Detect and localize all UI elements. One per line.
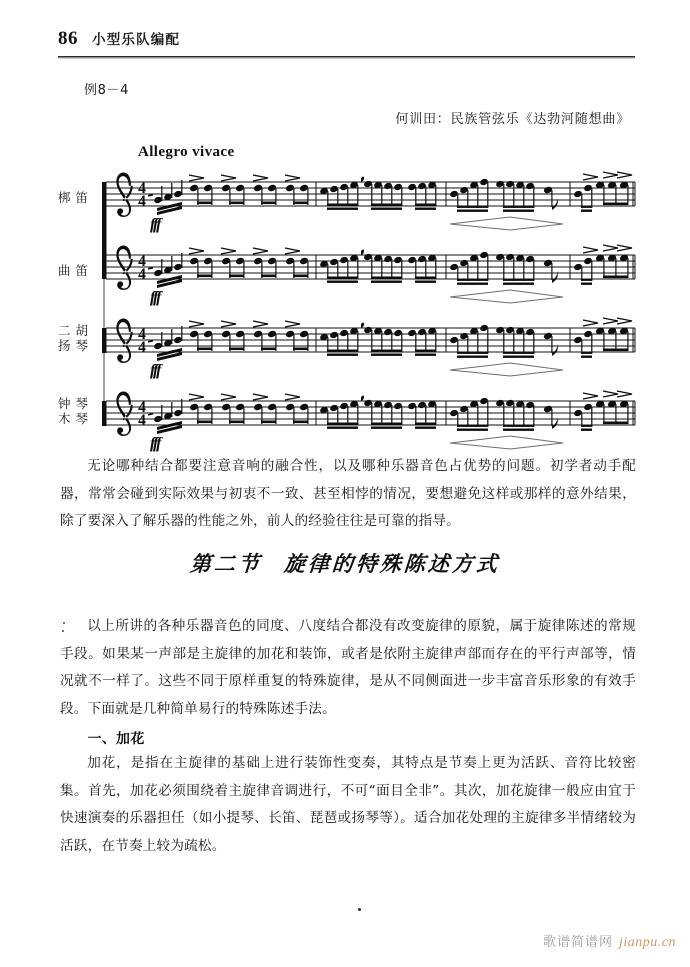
section-number: 第二节 xyxy=(189,552,263,576)
instrument-label-bangdi: 梆笛 xyxy=(58,190,94,205)
example-attribution: 何训田：民族管弦乐《达勃河随想曲》 xyxy=(395,112,630,127)
treble-clef-3 xyxy=(116,318,132,362)
music-score xyxy=(58,168,638,452)
site-watermark xyxy=(543,931,676,951)
notes-staff-4-draw xyxy=(148,391,632,449)
treble-clef-1 xyxy=(116,172,132,216)
treble-clef-2 xyxy=(116,245,132,289)
dynamic-fff-staff1: fff xyxy=(150,216,160,233)
svg-text:4: 4 xyxy=(138,326,146,343)
notes-staff-1 xyxy=(148,172,632,230)
svg-text:4: 4 xyxy=(138,412,146,429)
instrument-label-erhu-yangqin: 二胡 扬琴 xyxy=(58,323,94,353)
barlines xyxy=(316,182,635,425)
svg-text:4: 4 xyxy=(138,253,146,270)
tempo-marking: Allegro vivace xyxy=(138,144,235,160)
section-heading xyxy=(0,548,690,578)
running-head xyxy=(58,28,638,58)
dynamic-fff-staff3: fff xyxy=(150,362,160,379)
svg-text:4: 4 xyxy=(138,339,146,356)
dynamic-fff-staff4: fff xyxy=(150,435,160,452)
instrument-label-zhongqin-muqin: 钟琴 木琴 xyxy=(58,396,94,426)
watermark-cn: 歌谱简谱网 xyxy=(542,935,613,950)
treble-clef-4 xyxy=(116,391,132,435)
example-label: 例8－4 xyxy=(84,83,129,98)
paragraph-3: 加花，是指在主旋律的基础上进行装饰性变奏，其特点是节奏上更为活跃、音符比较密集。首先，加花必须围绕着主旋律音调进行，不可“面目全非”。其次，加花旋律一般应由宜于快速演奏的乐器担任（如小提琴、长笛、琵琶或扬琴等）。适合加花处理的主旋律多半情绪较为活跃，在节奏上较为疏松。 xyxy=(60,755,636,854)
stray-mark xyxy=(62,630,64,632)
stray-mark xyxy=(63,622,65,624)
notes-staff-2-draw xyxy=(148,245,632,303)
running-title: 小型乐队编配 xyxy=(92,32,181,48)
time-signatures xyxy=(138,180,146,429)
header-rule xyxy=(58,56,635,59)
svg-text:4: 4 xyxy=(138,266,146,283)
page-number: 86 xyxy=(58,28,78,49)
footer-mark xyxy=(358,908,361,911)
watermark-en: jianpu.cn xyxy=(619,935,676,950)
paragraph-2: 以上所讲的各种乐器音色的同度、八度结合都没有改变旋律的原貌，属于旋律陈述的常规手段。如果某一声部是主旋律的加花和装饰，或者是依附主旋律声部而存在的平行声部等，情况就不一样了。这些不同于原样重复的特殊旋律，是从不同侧面进一步丰富音乐形象的有效手段。下面就是几种简单易行的特殊陈述手法。 xyxy=(60,618,636,717)
dynamic-fff-staff2: fff xyxy=(150,289,160,306)
svg-text:4: 4 xyxy=(138,193,146,210)
svg-text:4: 4 xyxy=(138,180,146,197)
svg-text:4: 4 xyxy=(138,399,146,416)
instrument-label-qudi: 曲笛 xyxy=(58,263,94,278)
notes-staff-3-draw xyxy=(148,318,632,376)
hairpin-1 xyxy=(450,217,563,230)
subsection-heading: 一、加花 xyxy=(87,731,145,747)
staff-engraving xyxy=(58,168,638,453)
paragraph-1: 无论哪种结合都要注意音响的融合性，以及哪种乐器音色占优势的问题。初学者动手配器，常常会碰到实际效果与初衷不一致、甚至相悖的情况，要想避免这样或那样的意外结果，除了要深入了解乐器的性能之外，前人的经验往往是可靠的指导。 xyxy=(60,458,636,529)
section-title: 旋律的特殊陈述方式 xyxy=(283,552,501,576)
